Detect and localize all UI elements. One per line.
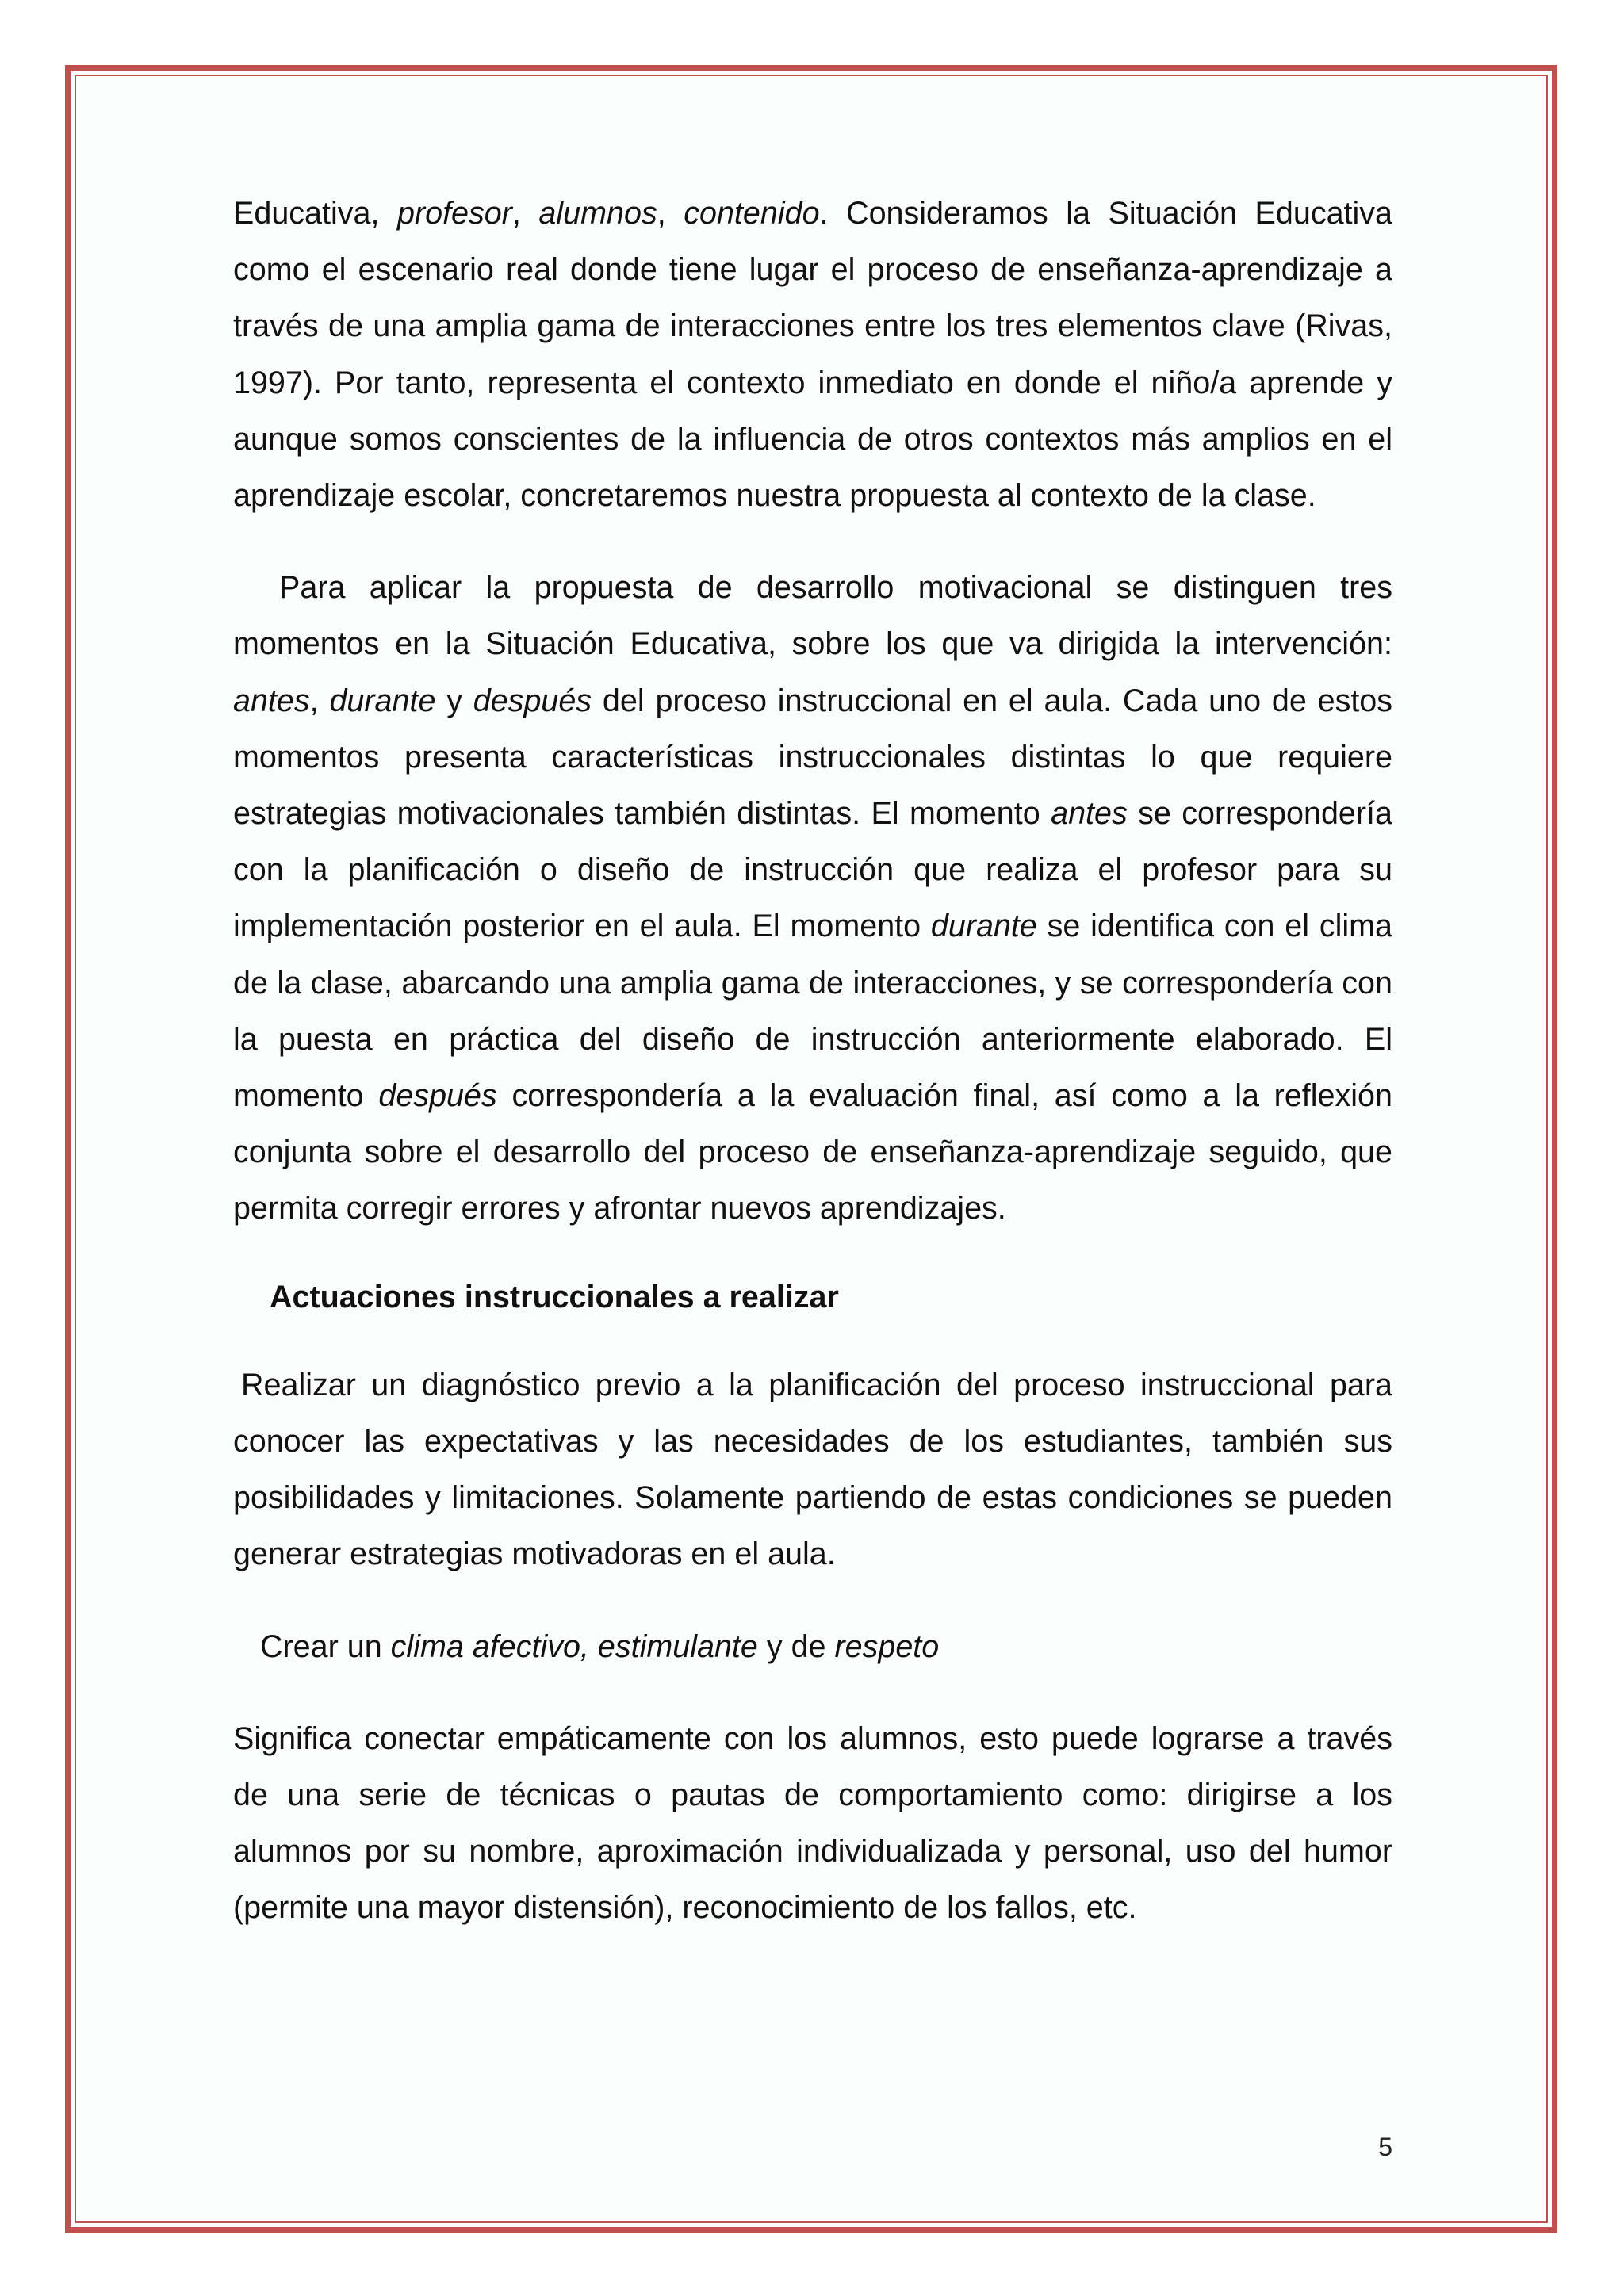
- italic-term-despues: después: [378, 1078, 497, 1114]
- text-run: se identifica con el clima de la clase, abarcando una amplia gama de interacciones, y se correspondería con la puesta en práctica del diseño de instrucción anteriormente elaborado. El momento: [233, 909, 1393, 1114]
- italic-term-durante: durante: [930, 909, 1037, 944]
- italic-term-durante: durante: [329, 683, 436, 718]
- text-run: y de: [757, 1628, 835, 1664]
- text-run: . Consideramos la Situación Educativa como el escenario real donde tiene lugar el proceso de enseñanza-aprendizaje a través de una amplia gama de interacciones entre los tres elementos clave (Rivas, 1997). Por tanto, representa el contexto inmediato en donde el niño/a aprende y aunque somos conscientes de la influencia de otros contextos más amplios en el aprendizaje escolar, concretaremos nuestra propuesta al contexto de la clase.: [233, 196, 1393, 514]
- text-run: del proceso instruccional en el aula. Cada uno de estos momentos presenta características instruccionales distintas lo que requiere estrategias motivacionales también distintas. El momento: [233, 683, 1393, 832]
- page-number: 5: [1378, 2133, 1392, 2161]
- document-body: [233, 186, 1392, 1937]
- italic-term-antes: antes: [1051, 796, 1128, 832]
- text-run: y: [435, 683, 473, 718]
- paragraph-empatia: Significa conectar empáticamente con los alumnos, esto puede lograrse a través de una serie de técnicas o pautas de comportamiento como: dirigirse a los alumnos por su nombre, aproximación individualizada y personal, uso del humor (permite una mayor distensión), reconocimiento de los fallos, etc.: [233, 1720, 1392, 1926]
- text-run: ,: [657, 196, 684, 231]
- italic-phrase-clima: clima afectivo, estimulante: [390, 1628, 758, 1664]
- paragraph-diagnostico: Realizar un diagnóstico previo a la planificación del proceso instruccional para conocer las expectativas y las necesidades de los estudiantes, también sus posibilidades y limitaciones. Solamente partiendo de estas condiciones se pueden generar estrategias motivadoras en el aula.: [233, 1367, 1392, 1572]
- italic-term-contenido: contenido: [684, 196, 820, 231]
- italic-term-alumnos: alumnos: [538, 196, 657, 231]
- italic-term-respeto: respeto: [834, 1628, 940, 1664]
- text-run: se correspondería con la planificación o diseño de instrucción que realiza el profesor para su implementación posterior en el aula. El momento: [233, 796, 1392, 944]
- italic-term-antes: antes: [233, 683, 310, 718]
- italic-term-despues: después: [473, 683, 592, 718]
- text-run: correspondería a la evaluación final, así como a la reflexión conjunta sobre el desarrollo del proceso de enseñanza-aprendizaje seguido, que permita corregir errores y afrontar nuevos aprendizajes.: [233, 1078, 1392, 1226]
- paragraph-tres-momentos: [233, 560, 1392, 1237]
- section-heading: Actuaciones instruccionales a realizar: [270, 1279, 839, 1314]
- text-run: Crear un: [260, 1628, 391, 1664]
- paragraph-situacion-educativa: [233, 186, 1392, 524]
- italic-term-profesor: profesor: [396, 196, 512, 231]
- text-run: ,: [309, 683, 330, 718]
- paragraph-clima-afectivo: [233, 1619, 1392, 1675]
- text-run: ,: [511, 196, 539, 231]
- text-run: Educativa,: [233, 196, 397, 231]
- text-run: Para aplicar la propuesta de desarrollo motivacional se distinguen tres momentos en la Situación Educativa, sobre los que va dirigida la intervención:: [233, 570, 1392, 662]
